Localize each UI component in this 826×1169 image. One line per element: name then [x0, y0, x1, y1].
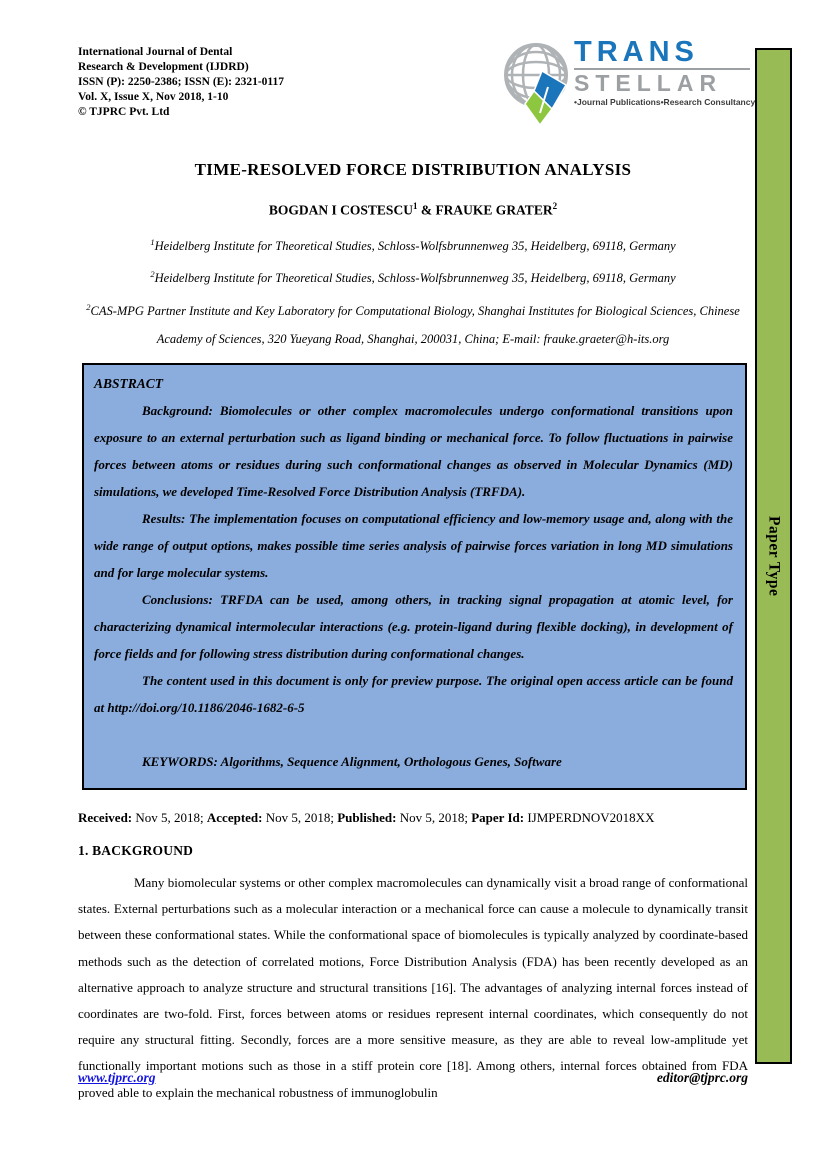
abstract-paragraph-text: The content used in this document is only for preview purpose. The original open access article can be found at http://doi.org/10.1186/2046-1682-6-5: [94, 672, 733, 715]
logo-tagline: [574, 97, 756, 107]
authors-separator: &: [417, 202, 436, 218]
paper-id-label: Paper Id:: [471, 809, 528, 825]
affiliation-superscript: 1: [150, 236, 155, 247]
received-value: Nov 5, 2018;: [135, 809, 207, 825]
abstract-paragraph-label: Conclusions:: [142, 591, 213, 607]
affiliation-superscript: 2: [86, 301, 91, 312]
abstract-paragraph-conclusions: [94, 586, 733, 667]
editor-email-text: editor@tjprc.org: [656, 1070, 748, 1085]
accepted-value: Nov 5, 2018;: [265, 809, 338, 825]
published-value: Nov 5, 2018;: [399, 809, 472, 825]
abstract-paragraph-text: Biomolecules or other complex macromolecules undergo conformational transitions upon exposure to an external perturbation such as ligand binding or mechanical force. To follow fluctuations in pairwise forces between atoms or residues during such conformational changes as observed in Molecular Dynamics (MD) simulations, we developed Time-Resolved Force Distribution Analysis (TRFDA).: [94, 402, 733, 499]
logo-tagline-journal: •Journal Publications: [574, 97, 661, 107]
abstract-paragraph-results: [94, 505, 733, 586]
paper-type-label: Paper Type: [765, 515, 783, 597]
received-label: Received:: [78, 809, 136, 825]
affiliation-text: CAS-MPG Partner Institute and Key Laboratory for Computational Biology, Shanghai Institutes for Biological Sciences, Chinese Academy of Sciences, 320 Yueyang Road, Shanghai, 200031, China; E-mail: frauke.graeter@h-its.org: [90, 303, 740, 347]
accepted-label: Accepted:: [206, 809, 266, 825]
abstract-paragraph-label: Results:: [142, 510, 186, 526]
page-content: [78, 36, 756, 1106]
section-body-paragraph: Many biomolecular systems or other complex macromolecules can dynamically visit a broad range of conformational states. External perturbations such as a molecular interaction or a mechanical force can cause a molecule to dynamically transit between these conformational states. While the conformational space of biomolecules is typically analyzed by coordinate-based methods such as the detection of correlated motions, Force Distribution Analysis (FDA) has been recently developed as an alternative approach to analyze structure and structural transitions [16]. The advantages of analyzing internal forces instead of coordinates are two-fold. First, forces between atoms or residues represent internal coordinates, which consequently do not require any structural fitting. Secondly, forces are a more sensitive measure, as they are able to reveal low-amplitude yet functionally important motions such as those in a stiff protein core [18]. Among others, internal forces obtained from FDA proved able to explain the mechanical robustness of immunoglobulin: [78, 874, 748, 1100]
paper-title: TIME-RESOLVED FORCE DISTRIBUTION ANALYSIS: [194, 160, 632, 179]
journal-info-line: Vol. X, Issue X, Nov 2018, 1-10: [78, 91, 229, 103]
abstract-paragraph-text: The implementation focuses on computational efficiency and low-memory usage and, along with the wide range of output options, makes possible time series analysis of pairwise forces variation in long MD simulations and for large molecular systems.: [94, 510, 733, 580]
transstellar-logo: [496, 36, 756, 132]
affiliation-line: [78, 260, 748, 293]
abstract-paragraph-label: Background:: [142, 402, 213, 418]
abstract-box: [82, 363, 747, 790]
abstract-paragraph-background: [94, 397, 733, 505]
affiliation-text: Heidelberg Institute for Theoretical Studies, Schloss-Wolfsbrunnenweg 35, Heidelberg, 69118, Germany: [154, 238, 676, 253]
abstract-keywords: KEYWORDS: Algorithms, Sequence Alignment, Orthologous Genes, Software: [142, 753, 562, 769]
paper-type-bar: [755, 48, 792, 1064]
journal-info-line: ISSN (P): 2250-2386; ISSN (E): 2321-0117: [78, 76, 285, 88]
logo-tagline-research: •Research Consultancy: [660, 97, 756, 107]
published-label: Published:: [337, 809, 400, 825]
globe-pen-icon: [496, 37, 580, 132]
affiliations-block: [78, 228, 748, 354]
paper-id-value: IJMPERDNOV2018XX: [527, 809, 655, 825]
abstract-paragraph-text: TRFDA can be used, among others, in tracking signal propagation at atomic level, for characterizing dynamical intermolecular interactions (e.g. protein-ligand during flexible docking), in development of force fields and for following stress distribution during conformational changes.: [94, 591, 733, 661]
authors-line: [78, 201, 748, 219]
journal-info-line: International Journal of Dental: [78, 46, 233, 58]
author-name: BOGDAN I COSTESCU: [268, 202, 413, 218]
logo-trans-text: TRANS: [574, 36, 699, 68]
author-superscript: 1: [412, 201, 418, 211]
page-footer: [78, 1070, 748, 1086]
journal-info-line: Research & Development (IJDRD): [78, 61, 249, 73]
page-header: [78, 36, 756, 132]
section-heading-background: 1. BACKGROUND: [78, 842, 194, 858]
journal-info-block: [78, 45, 448, 120]
abstract-heading: ABSTRACT: [94, 375, 164, 391]
affiliation-line: [78, 228, 748, 261]
author-name: FRAUKE GRATER: [435, 202, 553, 218]
affiliation-superscript: 2: [150, 269, 155, 280]
logo-wordmark: [574, 36, 756, 107]
paper-meta-line: [78, 810, 748, 826]
abstract-paragraph-preview-note: [94, 667, 733, 721]
affiliation-text: Heidelberg Institute for Theoretical Studies, Schloss-Wolfsbrunnenweg 35, Heidelberg, 69118, Germany: [154, 271, 676, 286]
journal-website-link[interactable]: www.tjprc.org: [78, 1070, 156, 1085]
logo-stellar-text: STELLAR: [574, 70, 723, 96]
journal-info-line: © TJPRC Pvt. Ltd: [78, 106, 170, 118]
author-superscript: 2: [552, 201, 558, 211]
affiliation-line: [78, 293, 748, 354]
